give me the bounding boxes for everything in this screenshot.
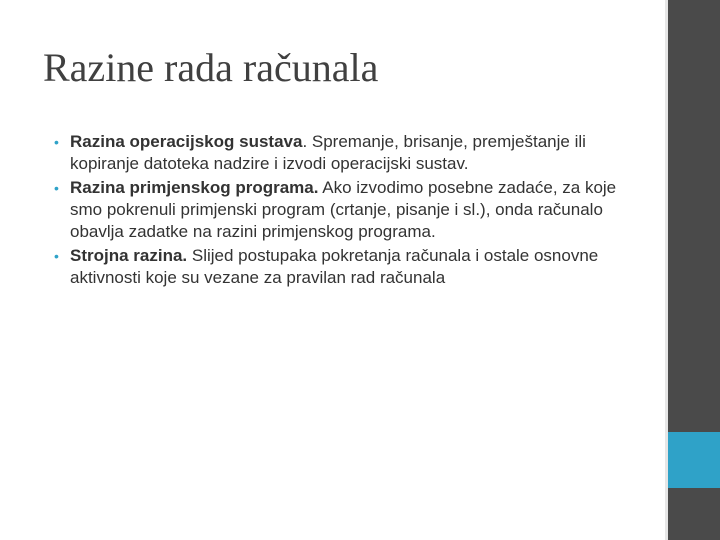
bullet-dot-icon: • bbox=[54, 248, 59, 264]
bullet-heading: Razina operacijskog sustava bbox=[70, 132, 303, 151]
bullet-heading: Strojna razina. bbox=[70, 246, 188, 265]
bullet-item-application-level bbox=[52, 177, 652, 243]
bullet-list bbox=[52, 131, 652, 291]
bullet-text: Slijed postupaka pokretanja računala i ostale osnovne aktivnosti koje su vezane za pravilan rad računala bbox=[70, 246, 599, 287]
bullet-item-os-level bbox=[52, 131, 652, 175]
bullet-item-machine-level bbox=[52, 245, 652, 289]
bullet-text: . Spremanje, brisanje, premještanje ili kopiranje datoteka nadzire i izvodi operacijski sustav. bbox=[70, 132, 586, 173]
bullet-dot-icon: • bbox=[54, 180, 59, 196]
slide-title: Razine rada računala bbox=[43, 45, 379, 90]
bullet-text: Ako izvodimo posebne zadaće, za koje smo pokrenuli primjenski program (crtanje, pisanje i sl.), onda računalo obavlja zadatke na razini primjenskog programa. bbox=[70, 178, 617, 241]
sidebar-accent-block bbox=[668, 432, 720, 488]
bullet-dot-icon: • bbox=[54, 134, 59, 150]
bullet-heading: Razina primjenskog programa. bbox=[70, 178, 319, 197]
